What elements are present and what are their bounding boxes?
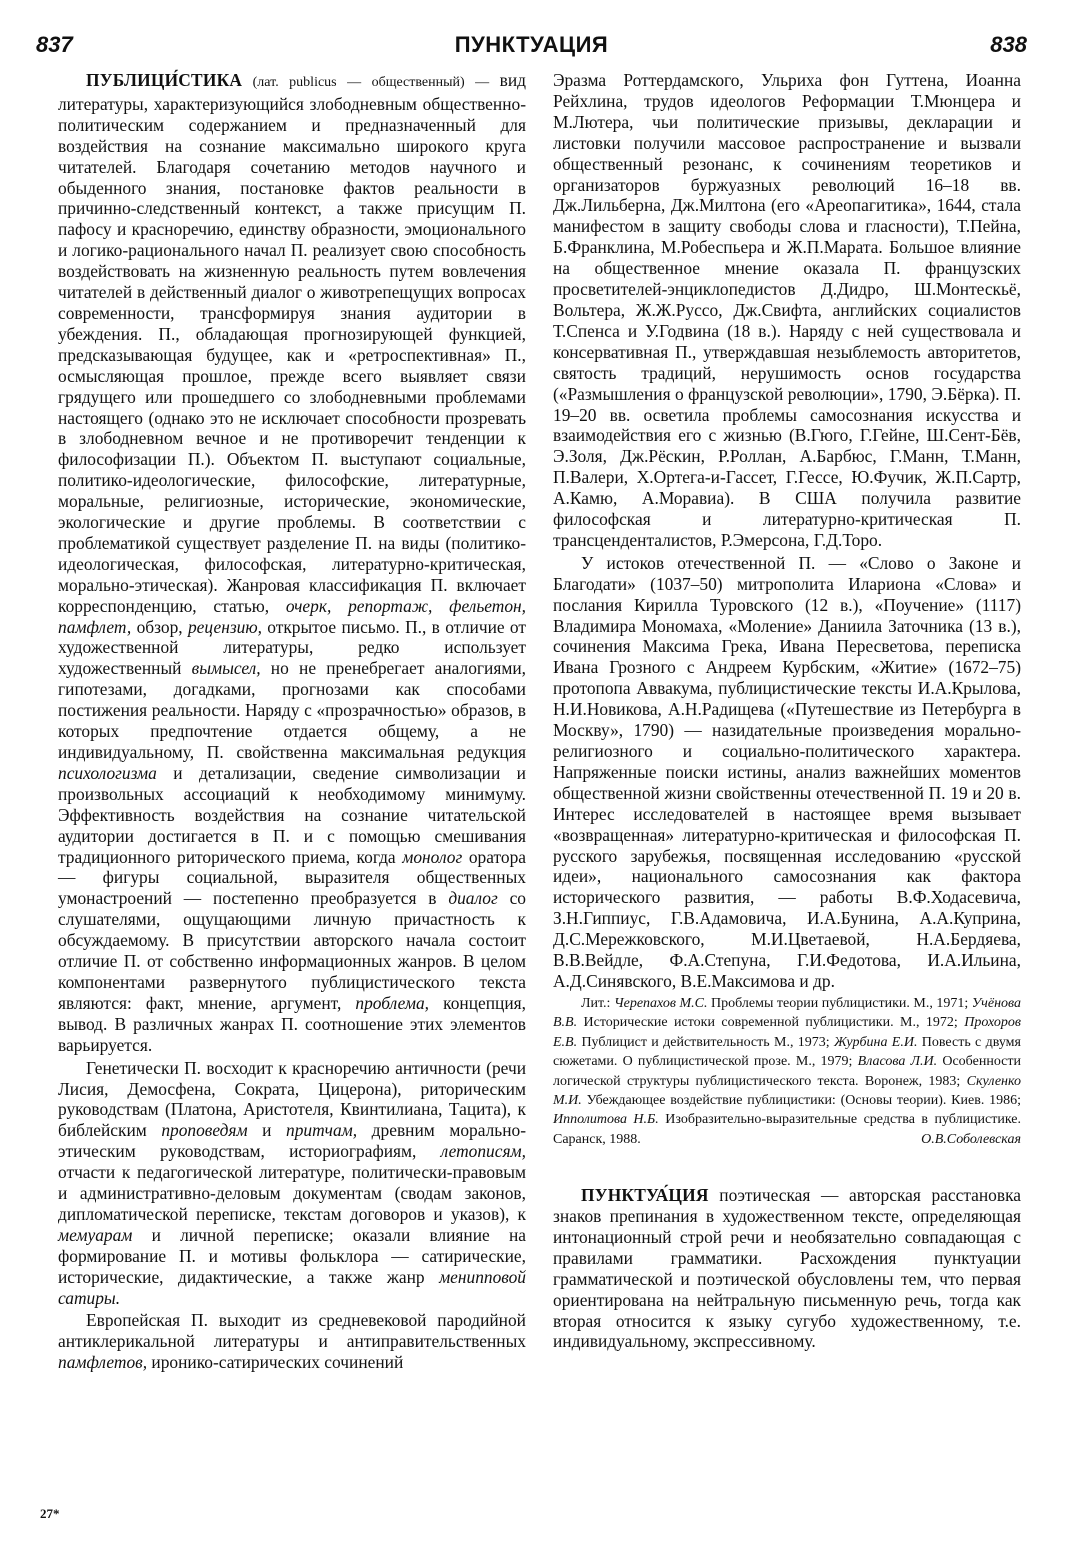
page-number-left: 837	[36, 32, 73, 57]
text-run: и личной переписке; оказали влияние на формирование П. и мотивы фольклора — сатирические, исторические, дидактические, а также жанр	[58, 1224, 526, 1287]
cross-reference: диалог	[448, 888, 498, 909]
cross-reference: мемуарам	[58, 1224, 133, 1245]
text-run: открытое письмо. П., в отличие от художественной литературы, редко использует художественный	[58, 616, 526, 679]
bib-author: Скуленко М.И.	[553, 1073, 1021, 1108]
paragraph-genesis	[58, 1058, 526, 1309]
bib-work: Изобразительно-выразительные средства в публицистике. Саранск, 1988.	[553, 1112, 1021, 1147]
bib-work: Исторические истоки современной публицистики. М., 1972;	[577, 1015, 965, 1031]
text-run: отчасти к педагогической литературе, политически-правовым и административно-деловым документам (сводам законов, дипломатической переписке, текстам договоров и указов), к	[58, 1162, 526, 1224]
bib-work: Публицист и действительность М., 1973;	[577, 1034, 835, 1050]
text-run: но не пренебрегает аналогиями, гипотезами, догадками, прогнозами как способами постижения реальности. Наряду с «прозрачностью» образов, в которых предпочтение отдается общему, а не индивидуальному, П. свойственна максимальная редукция	[58, 658, 527, 762]
left-column	[58, 70, 526, 1373]
text-run: и детализации, сведение символизации и произвольных ассоциаций к необходимому минимуму. Эффективность воздействия на сознание читательской аудитории достигается в П. и с помощью смешивания традиционного риторического приема, когда	[58, 762, 526, 867]
bib-author: Власова Л.И.	[857, 1054, 938, 1070]
text-run: обзор,	[131, 616, 188, 637]
text-run: концепция, вывод. В различных жанрах П. соотношение этих элементов варьируется.	[58, 992, 526, 1055]
bib-author: Черепахов М.С.	[613, 995, 708, 1011]
cross-reference: психологизма	[58, 762, 157, 783]
text-run: поэтическая — авторская расстановка знаков препинания в художественном тексте, определяющая интонационный строй речи и необязательно совпадающая с правилами грамматики. Расхождения пунктуации грамматической и поэтической обусловлены тем, что первая ориентирована на нейтральную письменную речь, тогда как вторая относится к языку сугубо художественному, т.е. индивидуальному, экспрессивному.	[553, 1185, 1021, 1352]
entry-term: ПУБЛИЦИ́СТИКА	[86, 70, 243, 90]
text-run: со слушателями, ощущающими личную причастность к обсуждаемому. В присутствии авторского начала состоит отличие П. от собственно информационных жанров. В целом компонентами развернутого публицистического текста являются: факт, мнение, аргумент,	[58, 888, 527, 1013]
bib-work: Убеждающее воздействие публицистики: (Основы теории). Киев. 1986;	[581, 1092, 1021, 1108]
entry-publicistika-intro	[58, 70, 526, 1056]
cross-reference: памфлетов,	[58, 1352, 148, 1373]
cross-reference: летописям,	[440, 1141, 526, 1162]
text-run: вид литературы, характеризующийся злободневным общественно-политическим содержанием и предназначенный для воздействия на сознание максимально широкого круга читателей. Благодаря сочетанию методов научного и обыденного знания, постановке фактов реальности в причинно-следственный контекст, а также присущим П. пафосу и красноречию, единству образности, эмоционального и логико-рационального начал П. реализует свою способность воздействовать на жизненную реальность путем вовлечения читателей в действенный диалог о животрепещущих вопросах современности, трансформируя знания аудитории в убеждения. П., обладающая прогнозирующей функцией, предсказывающая будущее, как и «ретроспективная» П., осмысляющая прошлое, прежде всего выявляет связи грядущего или прошедшего со злободневными проблемами настоящего (однако это не исключает способности прозревать в злободневном вечное и не противоречит тенденции к философизации П.). Объектом П. выступают социальные, политико-идеологические, философские, литературные, моральные, религиозные, исторические, экономические, экологические и другие проблемы. В соответствии с проблематикой существует разделение П. на виды (политико-идеологическая, философская, литературно-критическая, морально-этическая). Жанровая классификация П. включает корреспонденцию, статью,	[58, 70, 526, 616]
bib-author: Учёнова В.В.	[553, 995, 1021, 1031]
cross-reference: менипповой сатиры.	[58, 1266, 526, 1308]
text-run: древним морально-этическим руководствам, историографиям,	[58, 1120, 526, 1162]
cross-reference: монолог	[402, 846, 463, 867]
author-signature: О.В.Соболевская	[921, 1132, 1021, 1148]
text-run: иронико-сатирических сочинений	[147, 1352, 404, 1373]
paragraph-european-continued: Эразма Роттердамского, Ульриха фон Гуттена, Иоанна Рейхлина, трудов идеологов Реформации Т.Мюнцера и М.Лютера, чьи политические призывы, декларации и листовки получили массовое распространение и вызвали общественный резонанс, к сочинениям теоретиков и организаторов буржуазных революций 16–18 вв. Дж.Лильберна, Дж.Милтона (его «Ареопагитика», 1644, стала манифестом в защиту свободы слова и гласности), Т.Пейна, Б.Франклина, М.Робеспьера и Ж.П.Марата. Большое влияние на общественное мнение оказала П. французских просветителей-энциклопедистов Д.Дидро, Ш.Монтескьё, Вольтера, Ж.Ж.Руссо, Дж.Свифта, английских социалистов Т.Спенса и У.Годвина (18 в.). Наряду с ней существовала и консервативная П., утверждавшая незыблемость авторитетов, святость традиций, нерушимость основ государства («Размышления о французской революции», 1790, Э.Бёрка). П. 19–20 вв. осветила проблемы самосознания искусства и взаимодействия его с жизнью (В.Гюго, Г.Гейне, Ш.Сент-Бёв, Э.Золя, Дж.Рёскин, Р.Роллан, А.Барбюс, Г.Манн, Т.Манн, П.Валери, Х.Ортега-и-Гассет, Г.Гессе, Ю.Фучик, Ж.П.Сартр, А.Камю, А.Моравиа). В США получила развитие философская и литературно-критическая П. трансценденталистов, Р.Эмерсона, Г.Д.Торо.	[553, 70, 1021, 550]
cross-reference: притчам,	[286, 1120, 358, 1141]
bib-work: Повесть с двумя сюжетами. О публицистической прозе. М., 1979;	[553, 1034, 1021, 1070]
entry-punktuatsiya	[553, 1185, 1021, 1352]
bib-author: Прохоров Е.В.	[553, 1015, 1021, 1050]
cross-reference: проповедям	[161, 1120, 248, 1141]
text-run: Европейская П. выходит из средневековой пародийной антиклерикальной литературы и антиправительственных	[58, 1310, 526, 1352]
cross-reference: проблема,	[355, 992, 430, 1013]
page-number-right: 838	[990, 32, 1027, 57]
bibliography-label: Лит.:	[581, 995, 614, 1011]
entry-separator	[553, 1149, 1021, 1185]
paragraph-european	[58, 1310, 526, 1373]
paragraph-domestic: У истоков отечественной П. — «Слово о Законе и Благодати» (1037–50) митрополита Илариона «Слова» и послания Кирилла Туровского (12 в.), «Поучение» (1117) Владимира Мономаха, «Моление» Даниила Заточника (13 в.), сочинения Максима Грека, Ивана Пересветова, переписка Ивана Грозного с Андреем Курбским, «Житие» (1672–75) протопопа Аввакума, публицистические тексты И.А.Крылова, Н.И.Новикова, А.Н.Радищева («Путешествие из Петербурга в Москву», 1790) — назидательные произведения морально-религиозного и социально-политического характера. Напряженные поиски истины, анализ важнейших моментов общественной жизни свойственны отечественной П. 19 и 20 в. Интерес исследователей в настоящее время вызывает «возвращенная» литературно-критическая и философская П. русского зарубежья, посвященная исследованию «русской идеи», национального самосознания как фактора исторического развития, — работы В.Ф.Ходасевича, З.Н.Гиппиус, Г.В.Адамовича, И.А.Бунина, А.А.Куприна, Д.С.Мережковского, М.И.Цветаевой, Н.А.Бердяева, В.В.Вейдле, Ф.А.Степуна, Г.И.Федотова, И.А.Ильина, А.Д.Синявского, В.Е.Максимова и др.	[553, 552, 1021, 991]
bib-author: Ипполитова Н.Б.	[553, 1112, 659, 1128]
bib-work: Проблемы теории публицистики. М., 1971;	[707, 995, 972, 1011]
cross-reference: вымысел,	[191, 658, 261, 679]
running-title: ПУНКТУАЦИЯ	[454, 32, 609, 57]
cross-reference: очерк, репортаж, фельетон, памфлет,	[58, 595, 526, 637]
cross-reference: рецензию,	[187, 616, 262, 637]
signature-mark: 27*	[40, 1506, 60, 1521]
bib-work: Особенности логической структуры публицистического текста. Воронеж, 1983;	[553, 1054, 1021, 1089]
right-column	[553, 70, 1021, 1352]
text-run: оратора — фигуры социальной, выразителя общественных умонастроений — постепенно преобразуется в	[58, 846, 526, 909]
text-run: Генетически П. восходит к красноречию античности (речи Лисия, Демосфена, Сократа, Цицерона), риторическим руководствам (Платона, Аристотеля, Квинтилиана, Тацита), к библейским	[58, 1057, 526, 1141]
entry-term: ПУНКТУА́ЦИЯ	[581, 1185, 709, 1206]
text-run: и	[247, 1120, 287, 1141]
entry-etymology: (лат. publicus — общественный) —	[242, 75, 500, 90]
running-header	[36, 26, 1027, 66]
bibliography	[553, 994, 1021, 1149]
bib-author: Журбина Е.И.	[834, 1034, 918, 1050]
